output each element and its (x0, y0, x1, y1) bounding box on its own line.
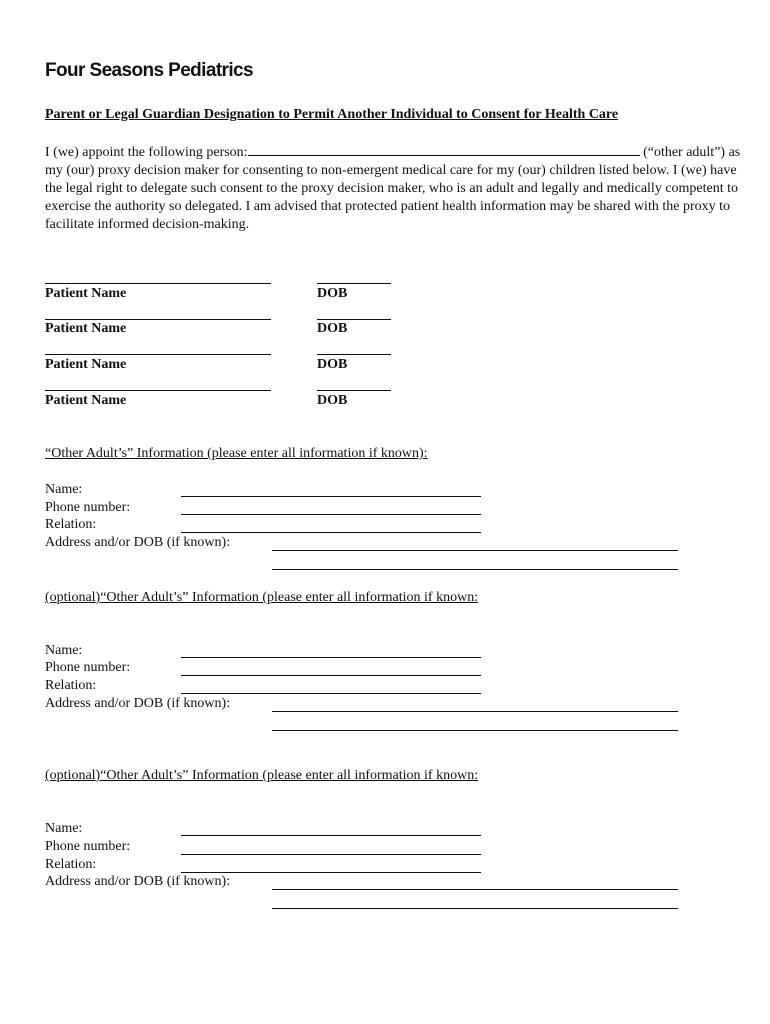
other-adult-name-field[interactable] (181, 496, 481, 497)
relation-label: Relation: (45, 678, 97, 693)
intro-start: I (we) appoint the following person: (45, 145, 248, 160)
form-subtitle: Parent or Legal Guardian Designation to Permit Another Individual to Consent for Health Care (45, 107, 619, 122)
patient-dob-field-1[interactable] (317, 283, 391, 284)
optional-adult-relation-field[interactable] (181, 872, 481, 873)
optional-adult-heading: (optional)“Other Adult’s” Information (please enter all information if known: (45, 590, 479, 605)
patient-dob-label: DOB (317, 286, 348, 301)
proxy-name-field[interactable] (248, 143, 640, 156)
patient-name-label: Patient Name (45, 286, 127, 301)
patient-name-field-2[interactable] (45, 319, 271, 320)
optional-adult-address-field[interactable] (272, 889, 678, 890)
relation-label: Relation: (45, 857, 97, 872)
optional-adult-relation-field[interactable] (181, 693, 481, 694)
name-label: Name: (45, 821, 83, 836)
optional-adult-name-field[interactable] (181, 835, 481, 836)
patient-name-field-3[interactable] (45, 354, 271, 355)
patient-name-field-1[interactable] (45, 283, 271, 284)
address-label: Address and/or DOB (if known): (45, 874, 231, 889)
optional-adult-phone-field[interactable] (181, 854, 481, 855)
optional-adult-heading: (optional)“Other Adult’s” Information (please enter all information if known: (45, 768, 479, 783)
patient-dob-label: DOB (317, 357, 348, 372)
patient-dob-field-2[interactable] (317, 319, 391, 320)
phone-label: Phone number: (45, 839, 131, 854)
other-adult-address-field-2[interactable] (272, 569, 678, 570)
patient-name-label: Patient Name (45, 393, 127, 408)
other-adult-relation-field[interactable] (181, 532, 481, 533)
practice-title: Four Seasons Pediatrics (45, 60, 253, 81)
intro-paragraph (45, 143, 750, 234)
patient-dob-label: DOB (317, 393, 348, 408)
optional-adult-address-field-2[interactable] (272, 730, 678, 731)
address-label: Address and/or DOB (if known): (45, 535, 231, 550)
optional-adult-name-field[interactable] (181, 657, 481, 658)
name-label: Name: (45, 482, 83, 497)
address-label: Address and/or DOB (if known): (45, 696, 231, 711)
patient-name-label: Patient Name (45, 357, 127, 372)
patient-name-label: Patient Name (45, 321, 127, 336)
optional-adult-phone-field[interactable] (181, 675, 481, 676)
patient-dob-label: DOB (317, 321, 348, 336)
intro-rest: (“other adult”) as my (our) proxy decision maker for consenting to non-emergent medical care for my (our) children listed below. I (we) have the legal right to delegate such consent to the proxy decision maker, who is an adult and legally and medically competent to exercise the authority so delegated. I am advised that protected patient health information may be shared with the proxy to facilitate informed decision-making. (45, 145, 741, 232)
other-adult-phone-field[interactable] (181, 514, 481, 515)
relation-label: Relation: (45, 517, 97, 532)
phone-label: Phone number: (45, 500, 131, 515)
optional-adult-address-field[interactable] (272, 711, 678, 712)
other-adult-heading: “Other Adult’s” Information (please enter all information if known): (45, 446, 428, 461)
optional-adult-address-field-2[interactable] (272, 908, 678, 909)
patient-dob-field-3[interactable] (317, 354, 391, 355)
phone-label: Phone number: (45, 660, 131, 675)
other-adult-address-field[interactable] (272, 550, 678, 551)
patient-name-field-4[interactable] (45, 390, 271, 391)
name-label: Name: (45, 643, 83, 658)
patient-dob-field-4[interactable] (317, 390, 391, 391)
